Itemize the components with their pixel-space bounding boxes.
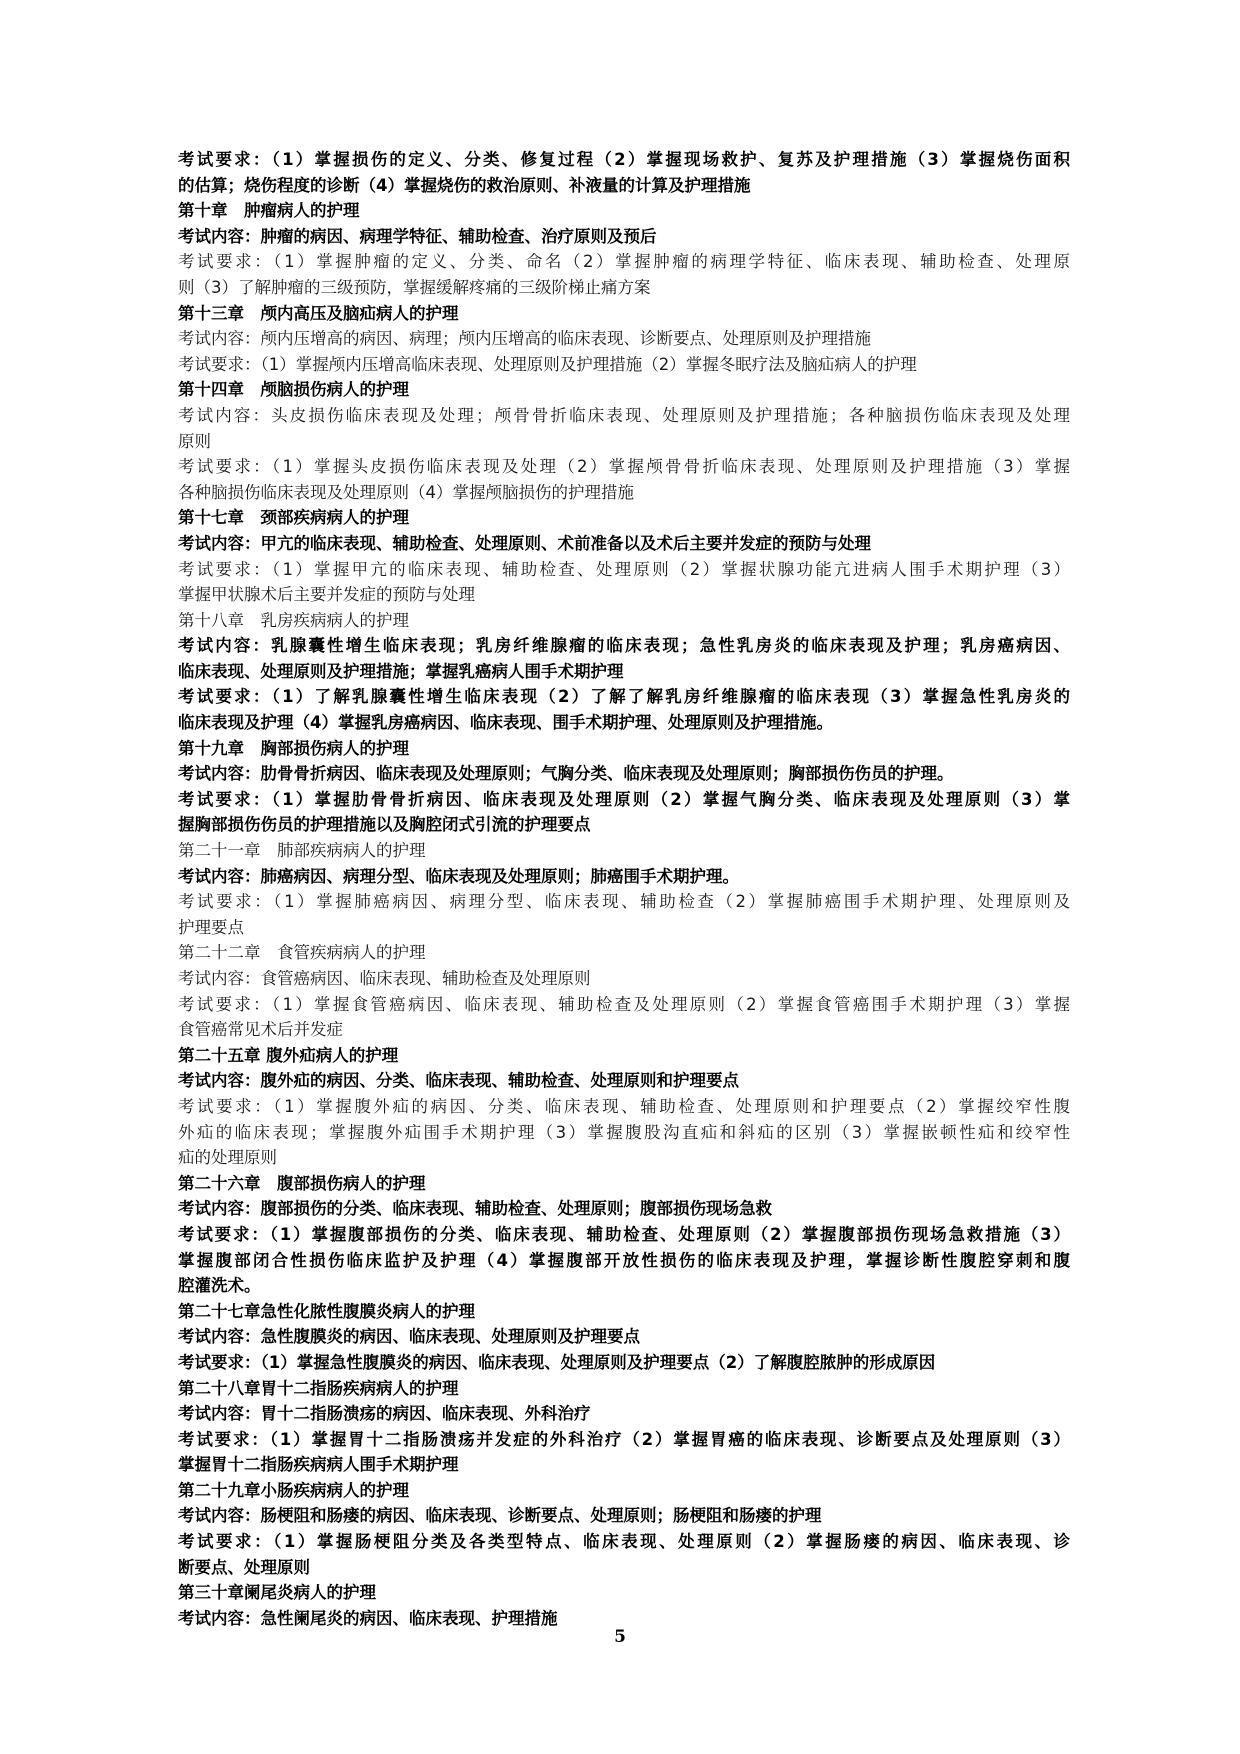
document-page <box>178 147 1070 1631</box>
text-line: 考试要求：（1）掌握腹外疝的病因、分类、临床表现、辅助检查、处理原则和护理要点（2）掌握绞窄性腹 <box>178 1096 1070 1116</box>
text-line: 第十章 肿瘤病人的护理 <box>178 201 360 221</box>
text-line: 考试要求：（1）掌握头皮损伤临床表现及处理（2）掌握颅骨骨折临床表现、处理原则及护理措施（3）掌握 <box>178 457 1070 477</box>
text-line: 考试内容：肿瘤的病因、病理学特征、辅助检查、治疗原则及预后 <box>178 226 657 246</box>
text-line: 掌握甲状腺术后主要并发症的预防与处理 <box>178 585 475 605</box>
text-line: 第二十一章 肺部疾病病人的护理 <box>178 841 426 861</box>
text-line: 第十三章 颅内高压及脑疝病人的护理 <box>178 303 459 323</box>
text-line: 第十九章 胸部损伤病人的护理 <box>178 738 409 758</box>
text-line: 考试内容：肠梗阻和肠瘘的病因、临床表现、诊断要点、处理原则；肠梗阻和肠瘘的护理 <box>178 1506 822 1526</box>
text-line: 掌握腹部闭合性损伤临床监护及护理（4）掌握腹部开放性损伤的临床表现及护理，掌握诊断性腹腔穿刺和腹 <box>178 1250 1070 1270</box>
text-line: 临床表现、处理原则及护理措施；掌握乳癌病人围手术期护理 <box>178 661 624 681</box>
text-line: 考试内容：腹外疝的病因、分类、临床表现、辅助检查、处理原则和护理要点 <box>178 1071 739 1091</box>
text-line: 的估算；烧伤程度的诊断（4）掌握烧伤的救治原则、补液量的计算及护理措施 <box>178 175 751 195</box>
text-line: 第十四章 颅脑损伤病人的护理 <box>178 380 409 400</box>
text-line: 食管癌常见术后并发症 <box>178 1020 343 1040</box>
text-line: 考试要求：（1）掌握腹部损伤的分类、临床表现、辅助检查、处理原则（2）掌握腹部损伤现场急救措施（3） <box>178 1224 1070 1244</box>
text-line: 考试内容：胃十二指肠溃疡的病因、临床表现、外科治疗 <box>178 1404 591 1424</box>
text-line: 第十七章 颈部疾病病人的护理 <box>178 508 409 528</box>
text-line: 考试内容：腹部损伤的分类、临床表现、辅助检查、处理原则；腹部损伤现场急救 <box>178 1199 772 1219</box>
text-line: 考试要求：（1）掌握损伤的定义、分类、修复过程（2）掌握现场救护、复苏及护理措施（3）掌握烧伤面积 <box>178 150 1070 169</box>
text-line: 考试要求：（1）掌握急性腹膜炎的病因、临床表现、处理原则及护理要点（2）了解腹腔脓肿的形成原因 <box>178 1352 936 1372</box>
text-line: 考试内容：肋骨骨折病因、临床表现及处理原则；气胸分类、临床表现及处理原则；胸部损伤伤员的护理。 <box>178 764 954 784</box>
page-number: 5 <box>614 1627 626 1647</box>
text-line: 第二十五章 腹外疝病人的护理 <box>178 1045 399 1065</box>
text-line: 第二十六章 腹部损伤病人的护理 <box>178 1173 426 1193</box>
text-line: 考试要求：（1）掌握胃十二指肠溃疡并发症的外科治疗（2）掌握胃癌的临床表现、诊断要点及处理原则（3） <box>178 1429 1070 1449</box>
text-line: 护理要点 <box>178 917 244 937</box>
text-line: 临床表现及护理（4）掌握乳房癌病因、临床表现、围手术期护理、处理原则及护理措施。 <box>178 713 833 733</box>
text-line: 第二十二章 食管疾病病人的护理 <box>178 943 426 963</box>
text-line: 则（3）了解肿瘤的三级预防，掌握缓解疼痛的三级阶梯止痛方案 <box>178 277 651 297</box>
text-line: 各种脑损伤临床表现及处理原则（4）掌握颅脑损伤的护理措施 <box>178 482 634 502</box>
text-line: 考试内容：乳腺囊性增生临床表现；乳房纤维腺瘤的临床表现；急性乳房炎的临床表现及护理；乳房癌病因、 <box>178 636 1070 656</box>
text-line: 考试内容：肺癌病因、病理分型、临床表现及处理原则；肺癌围手术期护理。 <box>178 866 739 886</box>
text-line: 疝的处理原则 <box>178 1148 277 1168</box>
text-line: 考试要求：（1）掌握食管癌病因、临床表现、辅助检查及处理原则（2）掌握食管癌围手术期护理（3）掌握 <box>178 994 1070 1014</box>
text-line: 原则 <box>178 431 211 451</box>
text-line: 考试要求：（1）掌握肋骨骨折病因、临床表现及处理原则（2）掌握气胸分类、临床表现及处理原则（3）掌 <box>178 789 1070 809</box>
text-line: 考试内容：食管癌病因、临床表现、辅助检查及处理原则 <box>178 969 591 988</box>
text-line: 考试要求：（1）掌握肠梗阻分类及各类型特点、临床表现、处理原则（2）掌握肠瘘的病因、临床表现、诊 <box>178 1532 1070 1552</box>
text-line: 腔灌洗术。 <box>178 1276 261 1296</box>
text-line: 第二十九章小肠疾病病人的护理 <box>178 1480 409 1500</box>
text-line: 第十八章 乳房疾病病人的护理 <box>178 610 409 630</box>
text-line: 考试内容：头皮损伤临床表现及处理；颅骨骨折临床表现、处理原则及护理措施；各种脑损伤临床表现及处理 <box>178 405 1070 425</box>
text-line: 外疝的临床表现；掌握腹外疝围手术期护理（3）掌握腹股沟直疝和斜疝的区别（3）掌握嵌顿性疝和绞窄性 <box>178 1122 1070 1142</box>
text-line: 考试内容：颅内压增高的病因、病理；颅内压增高的临床表现、诊断要点、处理原则及护理措施 <box>178 329 871 349</box>
text-line: 第二十七章急性化脓性腹膜炎病人的护理 <box>178 1301 475 1321</box>
text-line: 第三十章阑尾炎病人的护理 <box>178 1583 376 1603</box>
text-line: 考试内容：甲亢的临床表现、辅助检查、处理原则、术前准备以及术后主要并发症的预防与处理 <box>178 533 871 553</box>
text-line: 考试要求：（1）掌握肺癌病因、病理分型、临床表现、辅助检查（2）掌握肺癌围手术期护理、处理原则及 <box>178 892 1070 912</box>
text-line: 考试要求：（1）掌握肿瘤的定义、分类、命名（2）掌握肿瘤的病理学特征、临床表现、辅助检查、处理原 <box>178 252 1070 272</box>
text-line: 考试内容：急性腹膜炎的病因、临床表现、处理原则及护理要点 <box>178 1327 640 1347</box>
text-line: 握胸部损伤伤员的护理措施以及胸腔闭式引流的护理要点 <box>178 815 591 835</box>
text-line: 考试内容：急性阑尾炎的病因、临床表现、护理措施 <box>178 1608 558 1628</box>
text-line: 考试要求：（1）掌握颅内压增高临床表现、处理原则及护理措施（2）掌握冬眠疗法及脑疝病人的护理 <box>178 354 917 374</box>
text-line: 考试要求：（1）了解乳腺囊性增生临床表现（2）了解了解乳房纤维腺瘤的临床表现（3）掌握急性乳房炎的 <box>178 687 1070 707</box>
text-line: 掌握胃十二指肠疾病病人围手术期护理 <box>178 1455 459 1475</box>
text-line: 考试要求：（1）掌握甲亢的临床表现、辅助检查、处理原则（2）掌握状腺功能亢进病人围手术期护理（3） <box>178 559 1070 579</box>
text-line: 第二十八章胃十二指肠疾病病人的护理 <box>178 1378 459 1398</box>
text-line: 断要点、处理原则 <box>178 1557 310 1577</box>
